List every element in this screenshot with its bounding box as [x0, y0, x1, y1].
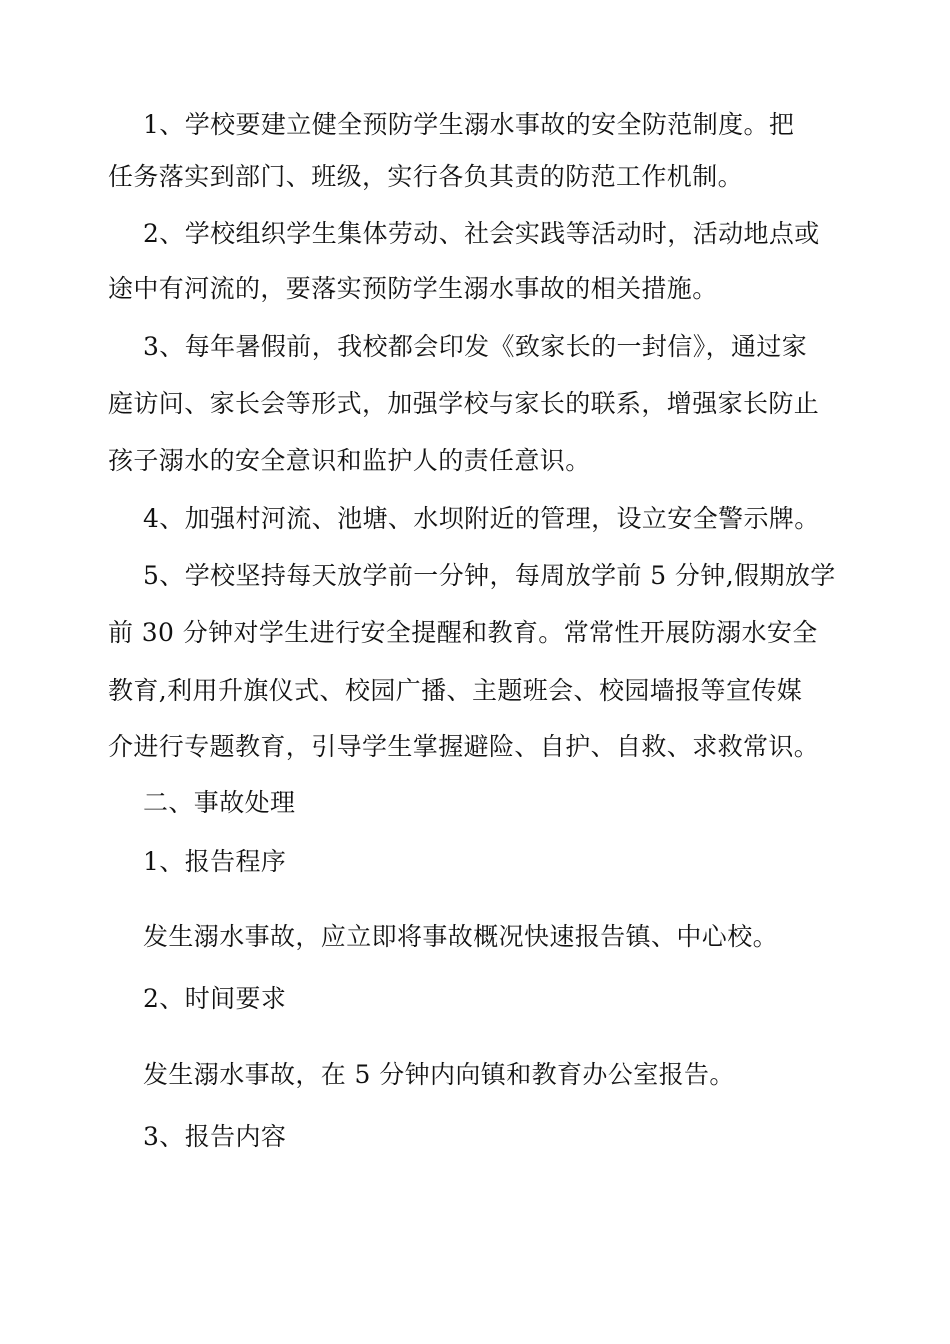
text-line: 发生溺水事故，应立即将事故概况快速报告镇、中心校。	[143, 922, 779, 951]
subsection-heading: 1、报告程序	[143, 847, 287, 876]
text-line: 孩子溺水的安全意识和监护人的责任意识。	[108, 446, 591, 475]
text-line: 3、每年暑假前，我校都会印发《致家长的一封信》，通过家	[143, 332, 808, 361]
text-line: 教育,利用升旗仪式、校园广播、主题班会、校园墙报等宣传媒	[108, 676, 803, 705]
text-line: 1、学校要建立健全预防学生溺水事故的安全防范制度。把	[143, 110, 795, 139]
section-heading: 二、事故处理	[143, 788, 296, 817]
text-line: 途中有河流的，要落实预防学生溺水事故的相关措施。	[108, 274, 718, 303]
text-line: 任务落实到部门、班级，实行各负其责的防范工作机制。	[108, 162, 744, 191]
text-line: 前 30 分钟对学生进行安全提醒和教育。常常性开展防溺水安全	[108, 618, 818, 647]
text-line: 庭访问、家长会等形式，加强学校与家长的联系，增强家长防止	[108, 389, 820, 418]
subsection-heading: 3、报告内容	[143, 1122, 287, 1151]
text-line: 5、学校坚持每天放学前一分钟，每周放学前 5 分钟,假期放学	[143, 561, 836, 590]
text-line: 4、加强村河流、池塘、水坝附近的管理，设立安全警示牌。	[143, 504, 820, 533]
subsection-heading: 2、时间要求	[143, 984, 287, 1013]
text-line: 发生溺水事故，在 5 分钟内向镇和教育办公室报告。	[143, 1060, 735, 1089]
text-line: 2、学校组织学生集体劳动、社会实践等活动时，活动地点或	[143, 219, 820, 248]
text-line: 介进行专题教育，引导学生掌握避险、自护、自救、求救常识。	[108, 732, 820, 761]
